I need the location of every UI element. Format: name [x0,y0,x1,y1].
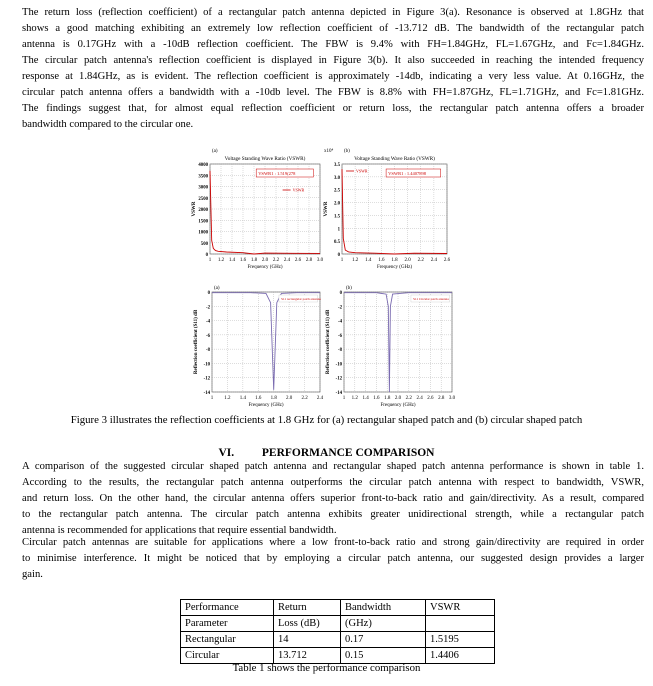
y-tick-label: 3.5 [334,163,340,168]
y-tick-label: 2.5 [334,188,340,194]
figure-caption: Figure 3 illustrates the reflection coefficients at 1.8 GHz for (a) rectangular shaped patch and (b) circular shaped patch [70,414,583,426]
intro-paragraph [22,5,644,133]
y-tick-label: 2500 [198,196,208,202]
panel-label: (b) [346,286,352,291]
y-axis-label: Reflection coefficient (S11) dB [194,309,199,375]
y-tick-label: -10 [335,362,342,368]
y-tick-label: 1500 [198,219,208,225]
legend-label: S11 Circular patch antenna [413,297,449,301]
text-line: to the rectangular patch antenna. The circular patch antenna exhibits greater unidirectional strength, while a rectangular patch [22,509,644,520]
x-tick-label: 1.6 [255,396,262,401]
x-axis-label: Frequency (GHz) [248,403,284,408]
legend-label: VSWR [356,168,368,174]
x-tick-label: 1.4 [239,396,246,401]
y-tick-label: -4 [206,319,210,325]
y-tick-label: -14 [203,391,210,396]
table-row [181,616,495,632]
x-tick-label: 2.2 [301,396,308,401]
x-tick-label: 1.2 [351,396,358,401]
y-tick-label: -8 [206,348,210,354]
y-tick-label: 0 [205,253,208,258]
x-tick-label: 1 [208,258,212,263]
text-line: antenna is recommended for applications that require essential bandwidth. [22,525,337,536]
y-tick-label: 500 [200,241,208,247]
text-line: and return loss. On the other hand, the circular antenna offers superior front-to-back ratio and gain/directivity. As a result, compared [22,493,644,504]
text-line: shows a good matching exhibiting an extremely low reflection coefficient of -13.712 dB. The bandwidth of the rectangular patch [22,23,644,34]
legend-label: S11 rectangular patch antenna [281,297,321,301]
x-tick-label: 1 [340,258,344,263]
y-tick-label: 0.5 [334,240,340,246]
table-cell: 1.5195 [426,632,495,648]
section-title: PERFORMANCE COMPARISON [261,447,435,459]
chart-title: Voltage Standing Wave Ratio (VSWR) [224,156,306,162]
x-tick-label: 1.8 [270,396,277,401]
table-cell: Return [274,600,341,616]
table-cell: 0.15 [341,648,426,664]
y-tick-label: -2 [206,305,210,311]
table-row [181,600,495,616]
x-tick-label: 2.6 [294,258,302,263]
y-tick-label: 2.0 [334,201,340,207]
table-cell: Circular [181,648,274,664]
table-cell: 1.4406 [426,648,495,664]
chart-s11-rectangular [190,282,330,412]
y-axis-label: VSWR [324,201,329,217]
annotation-text: VSWR1 : 1.519(278 [258,171,296,176]
panel-label: (a) [212,149,218,154]
y-tick-label: -6 [338,333,342,339]
y-tick-label: -10 [203,362,210,368]
x-tick-label: 2.6 [443,258,451,263]
x-tick-label: 2.2 [405,396,412,401]
y-tick-label: 3500 [198,174,208,180]
text-line: circular patch antenna offers a bandwidth with a -10db level. The FBW is 8.8% with FH=1.87GHz, FL=1.71GHz, and Fc=1.81GHz. [22,87,644,98]
y-tick-label: -6 [206,333,210,339]
x-tick-label: 2.0 [286,396,293,401]
performance-table [180,599,495,664]
plot-area [212,292,320,392]
y-tick-label: -12 [335,376,342,382]
y-tick-label: 0 [207,291,210,296]
text-line: A comparison of the suggested circular shaped patch antenna and rectangular shaped patch antenna performance is shown in table 1. [22,461,644,472]
chart-title: Voltage Standing Wave Ratio (VSWR) [354,156,435,162]
x-tick-label: 1.2 [352,258,359,263]
table-cell [426,616,495,632]
text-line: Circular patch antennas are suitable for applications where a low front-to-back ratio and strong gain/directivity are required in order [22,537,644,548]
y-tick-label: -12 [203,376,210,382]
x-tick-label: 2.0 [404,258,411,263]
x-tick-label: 2.0 [394,396,402,401]
y-axis-label: Reflection coefficient (S11) dB [326,309,331,375]
x-tick-label: 1.4 [365,258,372,263]
chart-vswr-circular [322,145,462,273]
table-cell: 13.712 [274,648,341,664]
x-tick-label: 1.2 [217,258,225,263]
y-tick-label: -2 [338,305,342,311]
text-line: response at 1.84GHz, as is evident. The reflection coefficient is approximately -14db, indicating a very less value. At 0.16GHz, the [22,71,644,82]
x-tick-label: 3.0 [448,396,456,401]
x-tick-label: 2.0 [261,258,269,263]
y-tick-label: -14 [335,391,342,396]
x-tick-label: 2.4 [316,396,324,401]
y-tick-label: 0 [337,253,340,258]
table-caption: Table 1 shows the performance comparison [232,662,421,674]
table-cell: VSWR [426,600,495,616]
y-tick-label: -8 [338,348,342,354]
x-tick-label: 1 [210,396,214,401]
section-heading [0,447,653,459]
x-tick-label: 1.4 [362,396,369,401]
circular-paragraph [22,535,644,583]
x-tick-label: 2.6 [427,396,434,401]
x-tick-label: 1 [342,396,346,401]
text-line: bandwidth compared to the circular one. [22,119,194,130]
x-axis-label: Frequency (GHz) [376,265,413,270]
table-cell: Rectangular [181,632,274,648]
panel-label: (b) [344,149,350,154]
text-line: According to the results, the rectangular patch antenna outperforms the circular patch antenna with respect to bandwidth, VSWR, [22,477,644,488]
x-tick-label: 2.4 [283,258,291,263]
x-tick-label: 1.8 [391,258,398,263]
table-cell: Performance [181,600,274,616]
y-tick-label: 1.5 [334,214,340,220]
x-tick-label: 1.4 [228,258,236,263]
x-tick-label: 2.8 [305,258,313,263]
y-tick-label: 1 [337,227,340,233]
x-tick-label: 2.2 [272,258,280,263]
x-tick-label: 3.0 [316,258,324,263]
x-tick-label: 1.6 [239,258,247,263]
table-cell: 14 [274,632,341,648]
x-tick-label: 2.4 [416,396,423,401]
y-tick-label: 3000 [198,185,208,191]
x-tick-label: 1.6 [378,258,385,263]
x-tick-label: 1.2 [224,396,231,401]
x-tick-label: 2.2 [417,258,424,263]
text-line: antenna is 0.17GHz with a -10dB reflection coefficient. The FBW is 9.4% with FH=1.84GHz, FL=1.67GHz, and Fc=1.84GHz. [22,39,644,50]
chart-vswr-rectangular [190,145,330,273]
chart-s11-circular [322,282,462,412]
x-tick-label: 1.6 [373,396,380,401]
x-tick-label: 2.8 [438,396,445,401]
panel-label: (a) [214,286,220,291]
y-axis-label: VSWR [192,201,197,217]
table-cell: Loss (dB) [274,616,341,632]
comparison-paragraph [22,459,644,539]
x-tick-label: 2.4 [430,258,437,263]
table-cell: 0.17 [341,632,426,648]
y-tick-label: -4 [338,319,342,325]
table-row [181,632,495,648]
table-cell: Bandwidth [341,600,426,616]
y-tick-label: 1000 [198,230,208,236]
y-tick-label: 3.0 [334,175,340,181]
y-tick-label: 0 [339,291,342,296]
annotation-text: VSWR1 : 1.4407898 [388,171,426,176]
text-line: The findings suggest that, for almost equal reflection coefficient or return loss, the rectangular patch antenna offers a broader [22,103,644,114]
x-tick-label: 1.8 [250,258,258,263]
axis-multiplier: x10⁴ [324,149,334,154]
legend-label: VSWR [292,187,305,193]
table-cell: (GHz) [341,616,426,632]
text-line: The return loss (reflection coefficient) of a rectangular patch antenna depicted in Figure 3(a). Resonance is observed at 1.8GHz that [22,7,644,18]
table-cell: Parameter [181,616,274,632]
y-tick-label: 2000 [198,208,208,213]
section-number: VI. [218,447,235,459]
x-tick-label: 1.8 [384,396,391,401]
text-line: to minimise interference. It might be noticed that by employing a circular patch antenna, our suggested design provides a larger [22,553,644,564]
y-tick-label: 4000 [198,163,208,168]
x-axis-label: Frequency (GHz) [380,403,416,408]
text-line: gain. [22,569,43,580]
text-line: The circular patch antenna's reflection coefficient is displayed in Figure 3(b). It also succeeded in reaching the intended frequency [22,55,644,66]
x-axis-label: Frequency (GHz) [247,265,283,270]
